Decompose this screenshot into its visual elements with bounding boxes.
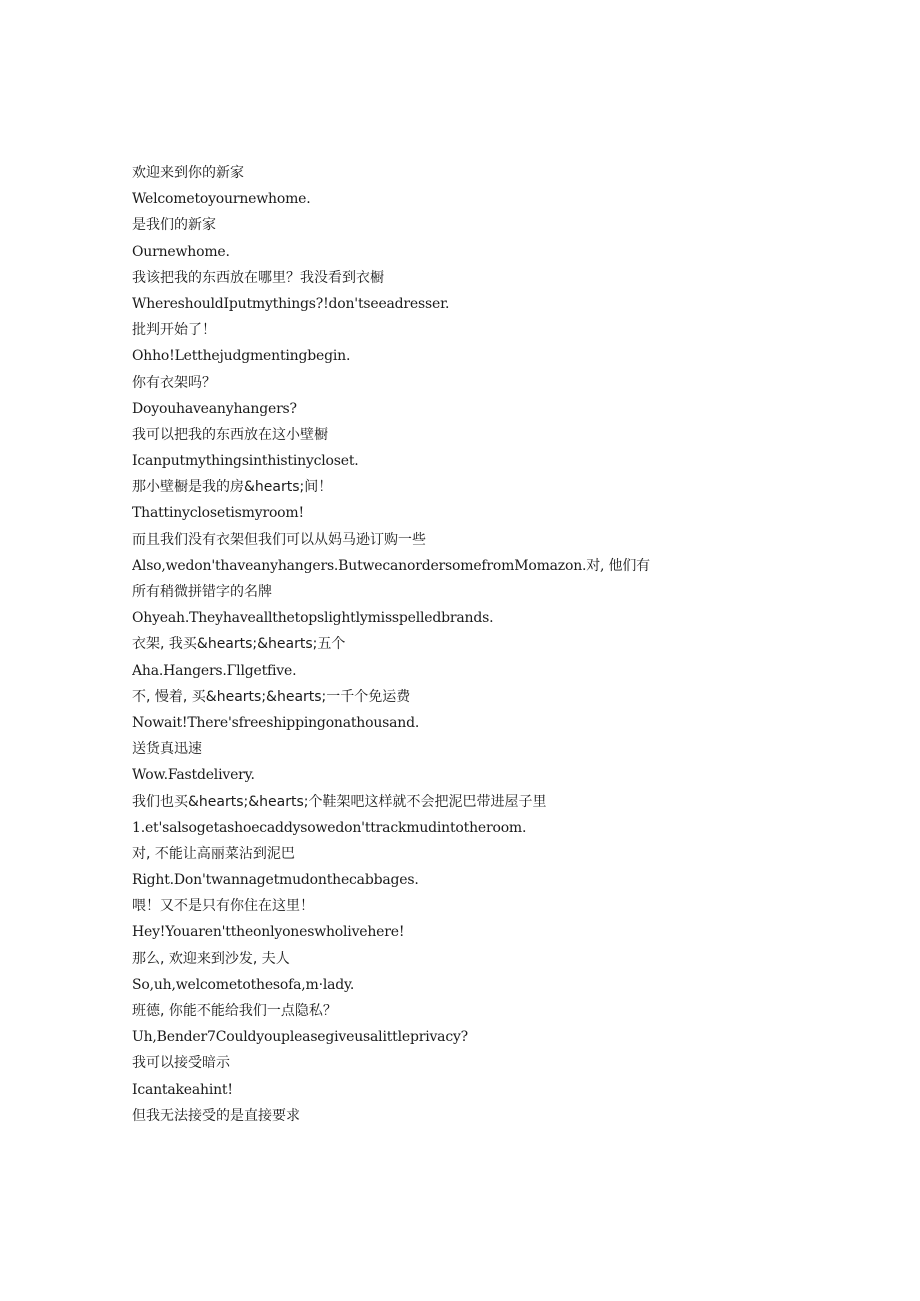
dialogue-line-en: Right.Don'twannagetmudonthecabbages. (132, 872, 419, 889)
dialogue-line-zh: 批判开始了！ (132, 322, 216, 339)
dialogue-line-en: Hey!Youaren'ttheonlyoneswholivehere! (132, 924, 405, 941)
dialogue-line-en: Nowait!There'sfreeshippingonathousand. (132, 714, 420, 731)
dialogue-line-zh: 我们也买&hearts;&hearts;个鞋架吧这样就不会把泥巴带进屋子里 (132, 793, 547, 810)
dialogue-line-zh: 欢迎来到你的新家 (132, 165, 244, 181)
dialogue-line-en: So,uh,welcometothesofa,m·lady. (132, 976, 355, 993)
dialogue-line-zh: 不, 慢着, 买&hearts;&hearts;一千个免运费 (132, 688, 411, 705)
dialogue-line-en: Aha.Hangers.Γllgetfive. (132, 662, 297, 679)
dialogue-line-zh: 所有稍微拼错字的名牌 (132, 584, 272, 600)
dialogue-line-zh: 而且我们没有衣架但我们可以从妈马逊订购一些 (132, 531, 426, 548)
dialogue-line-zh: 喂！又不是只有你住在这里！ (132, 898, 314, 915)
dialogue-line-zh: 那么, 欢迎来到沙发, 夫人 (132, 950, 290, 967)
dialogue-line-en: Ohyeah.Theyhaveallthetopslightlymisspelledbrands. (132, 610, 494, 627)
dialogue-line-en: Welcometoyournewhome. (132, 191, 311, 208)
dialogue-text-block (132, 160, 852, 1129)
dialogue-line-en: Doyouhaveanyhangers? (132, 400, 297, 417)
dialogue-line-en: Ournewhome. (132, 243, 230, 260)
dialogue-line-zh: 是我们的新家 (132, 217, 216, 234)
dialogue-line-zh: 那小壁橱是我的房&hearts;间！ (132, 479, 333, 496)
dialogue-line-zh: 我该把我的东西放在哪里？我没看到衣橱 (132, 269, 384, 286)
dialogue-line-zh: 我可以把我的东西放在这小壁橱 (132, 426, 328, 443)
dialogue-line-en: 1.et'salsogetashoecaddysowedon'ttrackmudintotheroom. (132, 819, 527, 836)
dialogue-line-zh: 对, 不能让高丽菜沾到泥巴 (132, 845, 295, 862)
dialogue-line-en: Uh,Bender7Couldyoupleasegiveusalittleprivacy? (132, 1029, 468, 1046)
dialogue-line-zh: 我可以接受暗示 (132, 1055, 230, 1072)
dialogue-line-en: Also,wedon'thaveanyhangers.ButwecanordersomefromMomazon.对, 他们有 (132, 557, 650, 574)
dialogue-line-en: Icanputmythingsinthistinycloset. (132, 453, 359, 470)
dialogue-line-en: Thattinyclosetismyroom! (132, 505, 304, 522)
dialogue-line-en: WhereshouldIputmythings?!don'tseeadresser. (132, 295, 450, 312)
dialogue-line-en: Icantakeahint! (132, 1081, 233, 1098)
dialogue-line-zh: 送货真迅速 (132, 741, 202, 758)
dialogue-line-en: Ohho!Letthejudgmentingbegin. (132, 348, 351, 365)
dialogue-line-zh: 衣架, 我买&hearts;&hearts;五个 (132, 636, 346, 653)
dialogue-line-zh: 班德, 你能不能给我们一点隐私？ (132, 1003, 337, 1019)
dialogue-line-en: Wow.Fastdelivery. (132, 767, 255, 784)
dialogue-line-zh: 你有衣架吗？ (132, 374, 216, 391)
dialogue-line-zh: 但我无法接受的是直接要求 (132, 1107, 300, 1124)
